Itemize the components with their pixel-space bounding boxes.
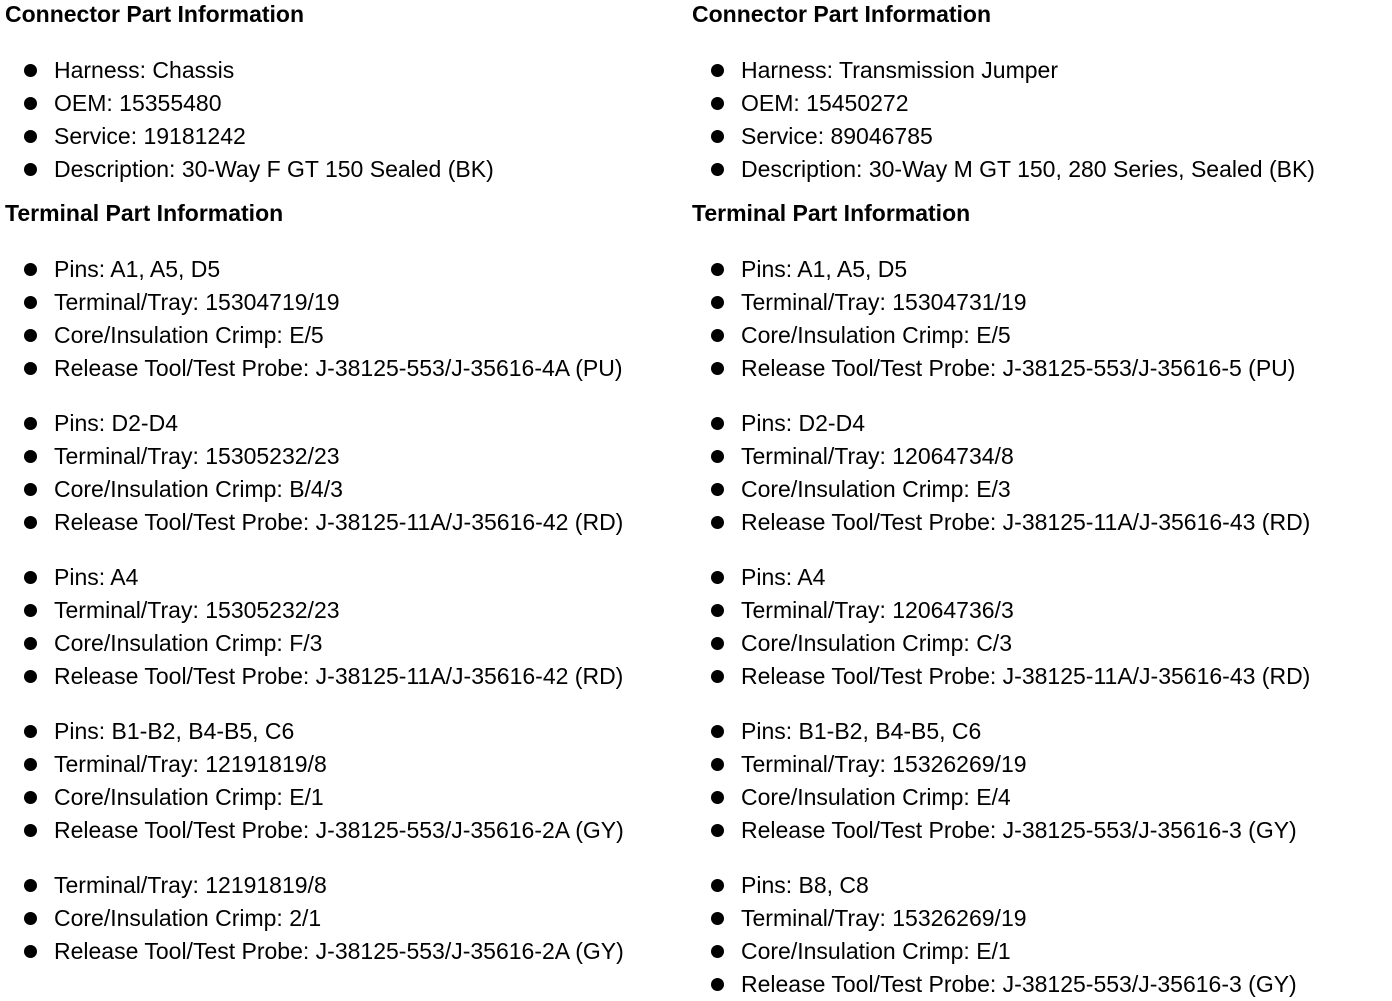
- terminal-group-2: [5, 407, 689, 539]
- item-text: Core/Insulation Crimp: E/5: [54, 322, 324, 348]
- list-item: [692, 153, 1388, 186]
- connector-heading: Connector Part Information: [5, 1, 305, 27]
- list-item: [5, 902, 689, 935]
- item-text: Pins: A4: [54, 564, 139, 590]
- bullet-icon: [24, 758, 37, 771]
- bullet-icon: [711, 791, 724, 804]
- bullet-icon: [24, 912, 37, 925]
- list-item: [5, 253, 689, 286]
- bullet-icon: [24, 263, 37, 276]
- list-item: [5, 869, 689, 902]
- list-item: [5, 935, 689, 968]
- list-item: [692, 935, 1388, 968]
- bullet-icon: [24, 670, 37, 683]
- list-item: [692, 473, 1388, 506]
- bullet-icon: [711, 824, 724, 837]
- bullet-icon: [711, 637, 724, 650]
- bullet-icon: [711, 417, 724, 430]
- list-item: [692, 54, 1388, 87]
- list-item: [692, 506, 1388, 539]
- list-item: [5, 407, 689, 440]
- bullet-icon: [24, 516, 37, 529]
- item-text: Pins: B1-B2, B4-B5, C6: [54, 718, 295, 744]
- bullet-icon: [24, 450, 37, 463]
- bullet-icon: [24, 163, 37, 176]
- bullet-icon: [711, 978, 724, 991]
- bullet-icon: [24, 64, 37, 77]
- list-item: [5, 87, 689, 120]
- item-text: Pins: A4: [741, 564, 826, 590]
- list-item: [692, 120, 1388, 153]
- list-item: [692, 660, 1388, 693]
- item-text: Terminal/Tray: 12064734/8: [741, 443, 1014, 469]
- bullet-icon: [24, 362, 37, 375]
- list-item: [5, 594, 689, 627]
- bullet-icon: [24, 945, 37, 958]
- item-text: Harness: Transmission Jumper: [741, 57, 1058, 83]
- item-text: Terminal/Tray: 15304719/19: [54, 289, 340, 315]
- bullet-icon: [711, 362, 724, 375]
- item-text: Release Tool/Test Probe: J-38125-11A/J-35616-42 (RD): [54, 663, 624, 689]
- connector-list: [692, 54, 1388, 186]
- list-item: [692, 407, 1388, 440]
- bullet-icon: [24, 571, 37, 584]
- terminal-group-1: [692, 253, 1388, 385]
- bullet-icon: [711, 604, 724, 617]
- list-item: [5, 352, 689, 385]
- list-item: [692, 253, 1388, 286]
- item-text: Terminal/Tray: 12191819/8: [54, 751, 327, 777]
- list-item: [5, 814, 689, 847]
- bullet-icon: [24, 879, 37, 892]
- bullet-icon: [24, 637, 37, 650]
- list-item: [5, 748, 689, 781]
- item-text: Core/Insulation Crimp: 2/1: [54, 905, 322, 931]
- list-item: [5, 561, 689, 594]
- list-item: [5, 120, 689, 153]
- terminal-group-5: [5, 869, 689, 968]
- item-text: Release Tool/Test Probe: J-38125-11A/J-35616-43 (RD): [741, 663, 1311, 689]
- item-text: Terminal/Tray: 15326269/19: [741, 905, 1027, 931]
- list-item: [5, 440, 689, 473]
- item-text: Release Tool/Test Probe: J-38125-11A/J-35616-43 (RD): [741, 509, 1311, 535]
- list-item: [5, 715, 689, 748]
- list-item: [5, 627, 689, 660]
- list-item: [692, 440, 1388, 473]
- item-text: Service: 89046785: [741, 123, 933, 149]
- item-text: Pins: B8, C8: [741, 872, 869, 898]
- terminal-group-3: [692, 561, 1388, 693]
- item-text: Core/Insulation Crimp: E/1: [741, 938, 1011, 964]
- bullet-icon: [711, 758, 724, 771]
- list-item: [692, 869, 1388, 902]
- item-text: Core/Insulation Crimp: E/4: [741, 784, 1011, 810]
- list-item: [692, 715, 1388, 748]
- item-text: Terminal/Tray: 15326269/19: [741, 751, 1027, 777]
- connector-heading: Connector Part Information: [692, 1, 992, 27]
- item-text: Core/Insulation Crimp: E/3: [741, 476, 1011, 502]
- connector-list: [5, 54, 689, 186]
- terminal-heading: Terminal Part Information: [5, 200, 284, 226]
- bullet-icon: [711, 97, 724, 110]
- list-item: [692, 286, 1388, 319]
- item-text: Core/Insulation Crimp: F/3: [54, 630, 323, 656]
- list-item: [5, 286, 689, 319]
- terminal-group-4: [692, 715, 1388, 847]
- item-text: Pins: D2-D4: [54, 410, 178, 436]
- bullet-icon: [711, 64, 724, 77]
- bullet-icon: [711, 670, 724, 683]
- bullet-icon: [711, 879, 724, 892]
- bullet-icon: [24, 483, 37, 496]
- list-item: [5, 473, 689, 506]
- list-item: [692, 814, 1388, 847]
- item-text: Core/Insulation Crimp: C/3: [741, 630, 1012, 656]
- terminal-group-4: [5, 715, 689, 847]
- item-text: Release Tool/Test Probe: J-38125-11A/J-35616-42 (RD): [54, 509, 624, 535]
- item-text: OEM: 15450272: [741, 90, 909, 116]
- terminal-group-5: [692, 869, 1388, 1001]
- bullet-icon: [24, 725, 37, 738]
- item-text: Description: 30-Way F GT 150 Sealed (BK): [54, 156, 494, 182]
- bullet-icon: [711, 571, 724, 584]
- list-item: [692, 781, 1388, 814]
- list-item: [692, 902, 1388, 935]
- item-text: Release Tool/Test Probe: J-38125-553/J-35616-2A (GY): [54, 938, 624, 964]
- list-item: [5, 781, 689, 814]
- bullet-icon: [711, 130, 724, 143]
- item-text: Description: 30-Way M GT 150, 280 Series, Sealed (BK): [741, 156, 1315, 182]
- bullet-icon: [24, 130, 37, 143]
- item-text: OEM: 15355480: [54, 90, 222, 116]
- list-item: [692, 627, 1388, 660]
- item-text: Core/Insulation Crimp: E/1: [54, 784, 324, 810]
- item-text: Service: 19181242: [54, 123, 246, 149]
- item-text: Pins: B1-B2, B4-B5, C6: [741, 718, 982, 744]
- terminal-group-2: [692, 407, 1388, 539]
- item-text: Core/Insulation Crimp: B/4/3: [54, 476, 343, 502]
- bullet-icon: [711, 263, 724, 276]
- list-item: [5, 54, 689, 87]
- terminal-heading: Terminal Part Information: [692, 200, 971, 226]
- item-text: Release Tool/Test Probe: J-38125-553/J-35616-4A (PU): [54, 355, 623, 381]
- item-text: Terminal/Tray: 15305232/23: [54, 443, 340, 469]
- item-text: Release Tool/Test Probe: J-38125-553/J-35616-3 (GY): [741, 817, 1297, 843]
- item-text: Release Tool/Test Probe: J-38125-553/J-35616-2A (GY): [54, 817, 624, 843]
- bullet-icon: [24, 97, 37, 110]
- list-item: [692, 87, 1388, 120]
- bullet-icon: [24, 417, 37, 430]
- left-column: [5, 0, 689, 968]
- list-item: [5, 319, 689, 352]
- bullet-icon: [711, 450, 724, 463]
- terminal-group-3: [5, 561, 689, 693]
- item-text: Terminal/Tray: 15305232/23: [54, 597, 340, 623]
- right-column: [692, 0, 1388, 1001]
- list-item: [5, 506, 689, 539]
- bullet-icon: [711, 945, 724, 958]
- item-text: Terminal/Tray: 12064736/3: [741, 597, 1014, 623]
- bullet-icon: [24, 296, 37, 309]
- terminal-group-1: [5, 253, 689, 385]
- bullet-icon: [711, 483, 724, 496]
- list-item: [692, 352, 1388, 385]
- bullet-icon: [24, 791, 37, 804]
- bullet-icon: [711, 329, 724, 342]
- bullet-icon: [24, 824, 37, 837]
- item-text: Harness: Chassis: [54, 57, 235, 83]
- item-text: Release Tool/Test Probe: J-38125-553/J-35616-3 (GY): [741, 971, 1297, 997]
- list-item: [692, 748, 1388, 781]
- item-text: Pins: A1, A5, D5: [54, 256, 221, 282]
- list-item: [692, 561, 1388, 594]
- list-item: [692, 319, 1388, 352]
- bullet-icon: [24, 329, 37, 342]
- list-item: [692, 968, 1388, 1001]
- item-text: Pins: D2-D4: [741, 410, 865, 436]
- bullet-icon: [711, 725, 724, 738]
- item-text: Pins: A1, A5, D5: [741, 256, 908, 282]
- bullet-icon: [711, 516, 724, 529]
- list-item: [5, 153, 689, 186]
- bullet-icon: [711, 912, 724, 925]
- item-text: Terminal/Tray: 12191819/8: [54, 872, 327, 898]
- bullet-icon: [24, 604, 37, 617]
- bullet-icon: [711, 163, 724, 176]
- list-item: [5, 660, 689, 693]
- item-text: Terminal/Tray: 15304731/19: [741, 289, 1027, 315]
- list-item: [692, 594, 1388, 627]
- item-text: Core/Insulation Crimp: E/5: [741, 322, 1011, 348]
- item-text: Release Tool/Test Probe: J-38125-553/J-35616-5 (PU): [741, 355, 1296, 381]
- bullet-icon: [711, 296, 724, 309]
